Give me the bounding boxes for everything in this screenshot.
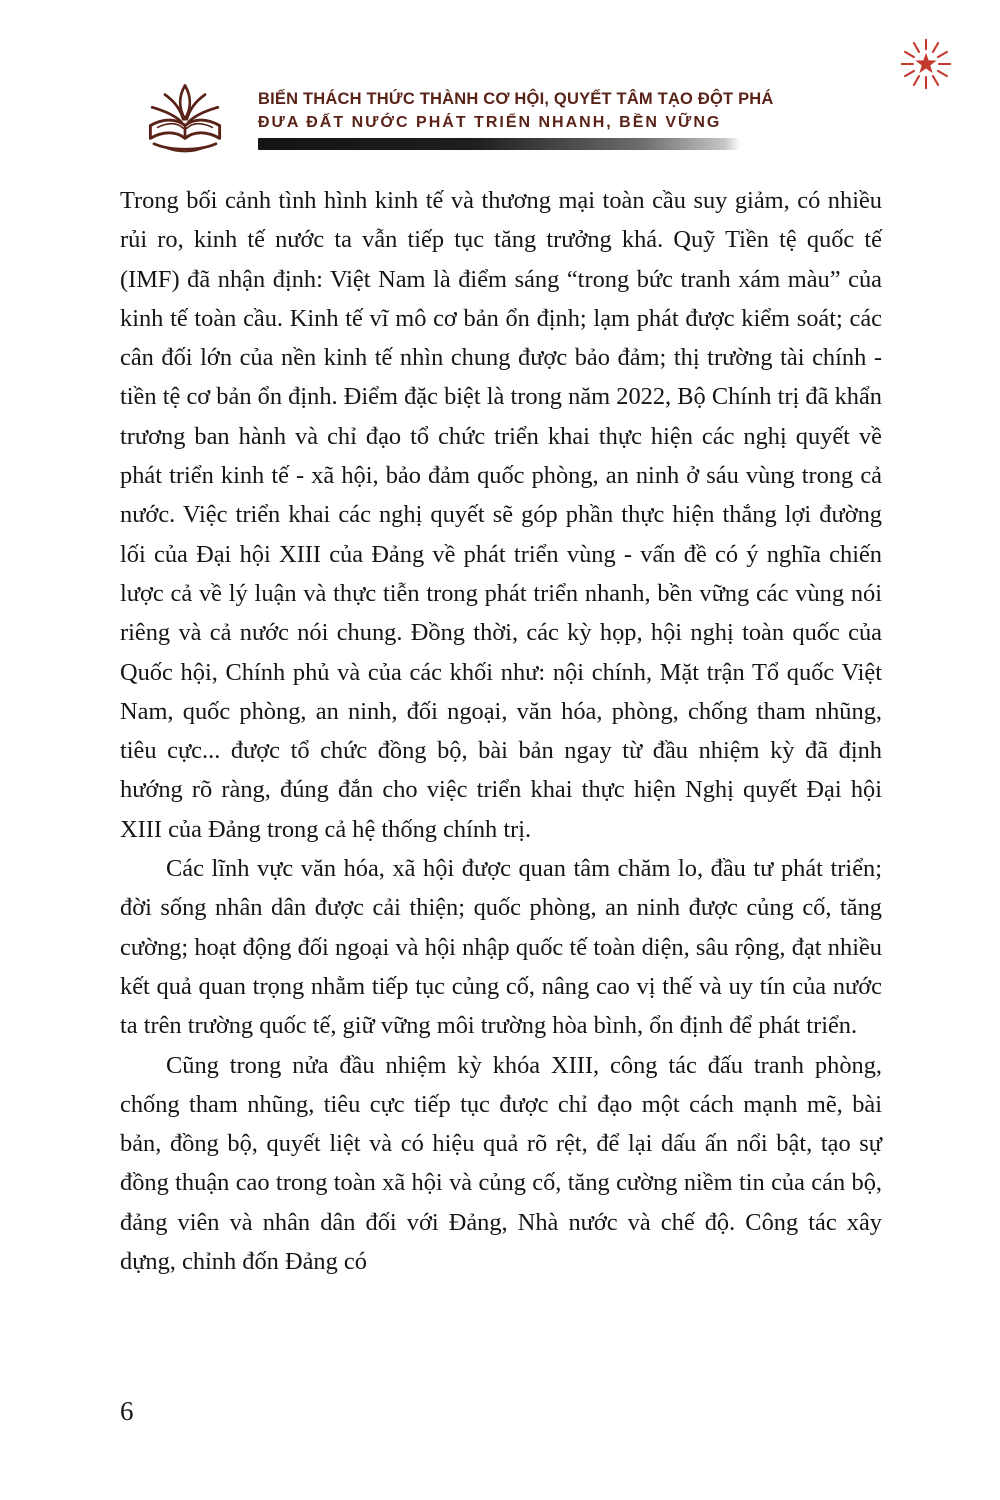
paragraph-3: Cũng trong nửa đầu nhiệm kỳ khóa XIII, công tác đấu tranh phòng, chống tham nhũng, tiêu cực tiếp tục được chỉ đạo một cách mạnh mẽ, bài bản, đồng bộ, quyết liệt và có hiệu quả rõ rệt, để lại dấu ấn nổi bật, tạo sự đồng thuận cao trong toàn xã hội và củng cố, tăng cường niềm tin của cán bộ, đảng viên và nhân dân đối với Đảng, Nhà nước và chế độ. Công tác xây dựng, chỉnh đốn Đảng có — [120, 1051, 882, 1276]
lotus-book-logo-icon — [126, 80, 244, 162]
page-header — [120, 78, 940, 158]
header-title-line2: ĐƯA ĐẤT NƯỚC PHÁT TRIỂN NHANH, BỀN VỮNG — [258, 114, 722, 131]
page-body — [120, 181, 882, 1281]
header-title-line1: BIẾN THÁCH THỨC THÀNH CƠ HỘI, QUYẾT TÂM TẠO ĐỘT PHÁ — [258, 90, 774, 108]
publisher-star-emblem-icon — [900, 36, 952, 92]
header-titles — [258, 88, 774, 150]
page-number: 6 — [120, 1396, 134, 1426]
header-divider-bar — [258, 138, 740, 150]
paragraph-2: Các lĩnh vực văn hóa, xã hội được quan tâm chăm lo, đầu tư phát triển; đời sống nhân dân được cải thiện; quốc phòng, an ninh được củng cố, tăng cường; hoạt động đối ngoại và hội nhập quốc tế toàn diện, sâu rộng, đạt nhiều kết quả quan trọng nhằm tiếp tục củng cố, nâng cao vị thế và uy tín của nước ta trên trường quốc tế, giữ vững môi trường hòa bình, ổn định để phát triển. — [120, 855, 882, 1040]
paragraph-1: Trong bối cảnh tình hình kinh tế và thương mại toàn cầu suy giảm, có nhiều rủi ro, kinh tế nước ta vẫn tiếp tục tăng trưởng khá. Quỹ Tiền tệ quốc tế (IMF) đã nhận định: Việt Nam là điểm sáng “trong bức tranh xám màu” của kinh tế toàn cầu. Kinh tế vĩ mô cơ bản ổn định; lạm phát được kiểm soát; các cân đối lớn của nền kinh tế nhìn chung được bảo đảm; thị trường tài chính - tiền tệ cơ bản ổn định. Điểm đặc biệt là trong năm 2022, Bộ Chính trị đã khẩn trương ban hành và chỉ đạo tổ chức triển khai thực hiện các nghị quyết về phát triển kinh tế - xã hội, bảo đảm quốc phòng, an ninh ở sáu vùng trong cả nước. Việc triển khai các nghị quyết sẽ góp phần thực hiện thắng lợi đường lối của Đại hội XIII của Đảng về phát triển vùng - vấn đề có ý nghĩa chiến lược cả về lý luận và thực tiễn trong phát triển nhanh, bền vững các vùng nói riêng và cả nước nói chung. Đồng thời, các kỳ họp, hội nghị toàn quốc của Quốc hội, Chính phủ và của các khối như: nội chính, Mặt trận Tổ quốc Việt Nam, quốc phòng, an ninh, đối ngoại, văn hóa, phòng, chống tham nhũng, tiêu cực... được tổ chức đồng bộ, bài bản ngay từ đầu nhiệm kỳ đã định hướng rõ ràng, đúng đắn cho việc triển khai thực hiện Nghị quyết Đại hội XIII của Đảng trong cả hệ thống chính trị. — [120, 187, 882, 843]
